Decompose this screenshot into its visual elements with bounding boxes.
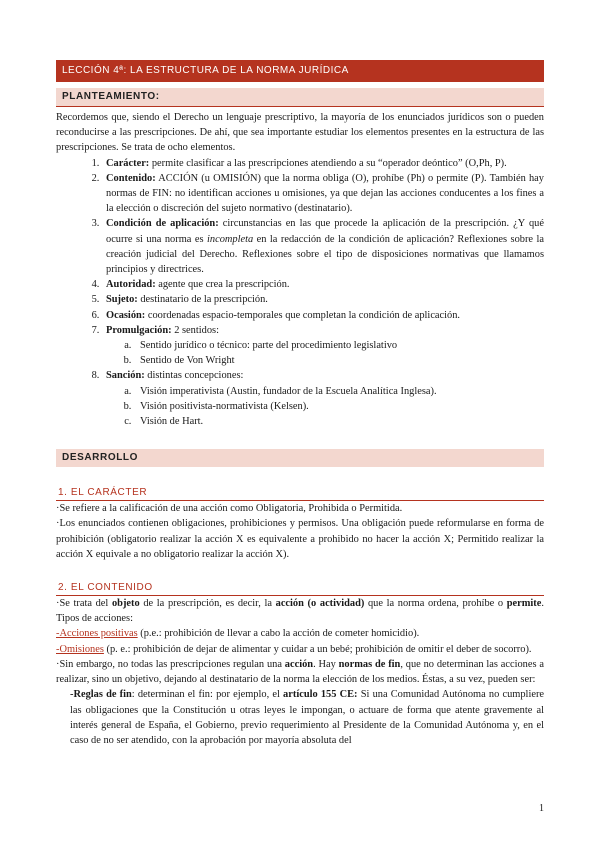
item-label: Sujeto: (106, 294, 138, 306)
item-label: Contenido: (106, 172, 156, 184)
sub-list (106, 384, 544, 430)
sub-list-item: b. Sentido de Von Wright (134, 353, 544, 368)
list-item (102, 292, 544, 307)
item-label: Sanción: (106, 370, 145, 382)
paragraph: -Acciones positivas (p.e.: prohibición de llevar a cabo la acción de cometer homicidio). (56, 628, 420, 640)
item-text: ACCIÓN (u OMISIÓN) que la norma obliga (O), prohíbe (Ph) o permite (P). También hay normas de FIN: no identifican acciones u omisiones, ya que dejan las acciones conducentes a los fines a la elección o discreción del sujeto normativo (destinatario). (106, 172, 544, 215)
desarrollo-heading: DESARROLLO (56, 449, 544, 467)
item-label: Condición de aplicación: (106, 218, 219, 230)
section-heading-caracter: 1. EL CARÁCTER (56, 485, 544, 501)
list-item (102, 171, 544, 217)
sub-list-item: a. Sentido jurídico o técnico: parte del procedimiento legislativo (134, 338, 544, 353)
list-item (102, 216, 544, 277)
paragraph: -Omisiones (p. e.: prohibición de dejar de alimentar y cuidar a un bebé; prohibición de omitir el deber de socorro). (56, 643, 532, 655)
sub-list-item: b. Visión positivista-normativista (Kelsen). (134, 399, 544, 414)
document-page (56, 60, 544, 748)
sub-list-item: a. Visión imperativista (Austin, fundador de la Escuela Analítica Inglesa). (134, 384, 544, 399)
item-text: en la redacción de la condición de aplicación? Reflexiones sobre la creación judicial del Derecho. Reflexiones sobre el tipo de disposiciones normativas que llamamos principios y directrices. (106, 233, 544, 276)
item-label: Autoridad: (106, 279, 156, 291)
sub-list (106, 338, 544, 368)
item-label: Promulgación: (106, 324, 172, 336)
planteamiento-heading: PLANTEAMIENTO: (56, 88, 544, 107)
elements-list (56, 156, 544, 430)
item-emphasis: incompleta (207, 233, 254, 245)
list-item (102, 368, 544, 429)
item-text: agente que crea la prescripción. (155, 279, 290, 291)
item-text: distintas concepciones: (144, 370, 244, 382)
paragraph: ·Se trata del objeto de la prescripción, es decir, la acción (o actividad) que la norma ordena, prohíbe o permite. Tipos de acciones: (56, 598, 544, 625)
item-label: Carácter: (106, 157, 150, 169)
sub-list-item: c. Visión de Hart. (134, 414, 544, 429)
list-item (102, 323, 544, 369)
item-text: destinatario de la prescripción. (137, 294, 268, 306)
item-text: circunstancias en las que procede la aplicación de la prescripción. ¿Y qué ocurre si una norma es (106, 218, 544, 245)
item-label: Ocasión: (106, 309, 146, 321)
paragraph: ·Sin embargo, no todas las prescripciones regulan una acción. Hay normas de fin, que no determinan las acciones a realizar, sino un objetivo, dejando al destinatario de la norma la elección de los medios. Éstas, a su vez, pueden ser: (56, 658, 544, 686)
item-text: permite clasificar a las prescripciones atendiendo a su “operador deóntico” (O,Ph, P). (149, 157, 507, 169)
page-number: 1 (539, 803, 544, 814)
term-label: -Omisiones (56, 643, 104, 655)
section-heading-contenido: 2. EL CONTENIDO (56, 580, 544, 596)
term-label: -Acciones positivas (56, 628, 138, 640)
paragraph: ·Los enunciados contienen obligaciones, prohibiciones y permisos. Una obligación puede reformularse en forma de prohibición (obligatorio realizar la acción X es equivalente a prohibido no hacer la acción X; Permitido realizar la acción X equivale a no obligatorio realizar la acción X). (56, 518, 544, 560)
paragraph: -Reglas de fin: determinan el fin: por ejemplo, el artículo 155 CE: Si una Comunidad Autónoma no cumpliere las obligaciones que la Constitución u otras leyes le impongan, o actuare de forma que atente gravemente al interés general de España, el Gobierno, previo requerimiento al Presidente de la Comunidad Autónoma y, en el caso de no ser atendido, con la aprobación por mayoría absoluta del (70, 689, 545, 746)
item-text: 2 sentidos: (171, 324, 219, 336)
paragraph: ·Se refiere a la calificación de una acción como Obligatoria, Prohibida o Permitida. (56, 503, 403, 515)
list-item (102, 308, 544, 323)
lesson-title: LECCIÓN 4ª: LA ESTRUCTURA DE LA NORMA JURÍDICA (56, 60, 544, 82)
list-item (102, 156, 544, 171)
list-item (102, 277, 544, 292)
intro-paragraph: Recordemos que, siendo el Derecho un lenguaje prescriptivo, la mayoría de los enunciados jurídicos son o pueden reconducirse a las prescripciones. De ahí, que sea importante estudiar los elementos presentes en la estructura de las prescripciones. Se trata de ocho elementos. (56, 112, 544, 154)
item-text: coordenadas espacio-temporales que completan la condición de aplicación. (145, 309, 461, 321)
